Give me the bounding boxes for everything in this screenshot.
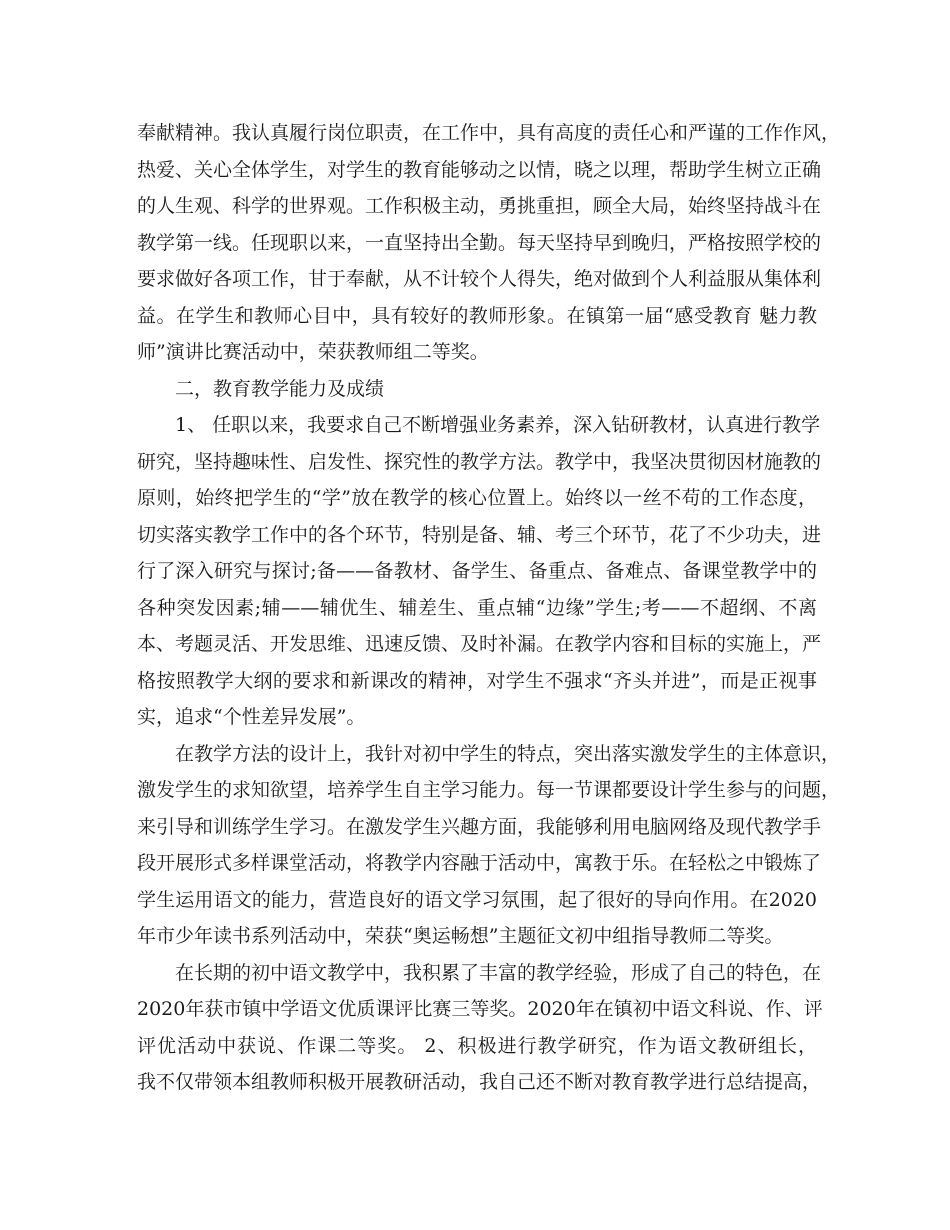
text-line: 激发学生的求知欲望，培养学生自主学习能力。每一节课都要设计学生参与的问题， [137, 779, 841, 801]
text-line: 教学第一线。任现职以来，一直坚持出全勤。每天坚持早到晚归，严格按照学校的 [137, 231, 822, 254]
text-line: 1、 任职以来，我要求自己不断增强业务素养，深入钻研教材，认真进行教学 [175, 414, 821, 436]
body-text [137, 115, 841, 1101]
text-line: 段开展形式多样课堂活动，将教学内容融于活动中，寓教于乐。在轻松之中锻炼了 [137, 852, 822, 874]
text-line: 要求做好各项工作，甘于奉献，从不计较个人得失，绝对做到个人利益服从集体利 [137, 268, 822, 290]
text-line: 格按照教学大纲的要求和新课改的精神，对学生不强求“齐头并进”，而是正视事 [137, 669, 817, 692]
text-line: 实，追求“个性差异发展”。 [137, 706, 366, 728]
text-line: 在长期的初中语文教学中，我积累了丰富的教学经验，形成了自己的特色，在 [175, 961, 822, 984]
text-line: 益。在学生和教师心目中，具有较好的教师形象。在镇第一届“感受教育 魅力教 [137, 304, 817, 327]
text-line: 原则，始终把学生的“学”放在教学的核心位置上。始终以一丝不苟的工作态度， [137, 487, 817, 509]
text-line: 年市少年读书系列活动中，荣获“奥运畅想”主题征文初中组指导教师二等奖。 [137, 925, 784, 947]
text-line: 学生运用语文的能力，营造良好的语文学习氛围，起了很好的导向作用。在2020 [137, 888, 817, 911]
section-heading: 二，教育教学能力及成绩 [175, 377, 385, 400]
text-line: 评优活动中获说、作课二等奖。 2、积极进行教学研究，作为语文教研组长， [137, 1034, 817, 1057]
text-line: 本、考题灵活、开发思维、迅速反馈、及时补漏。在教学内容和目标的实施上，严 [137, 633, 822, 655]
text-line: 各种突发因素;辅——辅优生、辅差生、重点辅“边缘”学生;考——不超纲、不离 [137, 596, 817, 619]
text-line: 来引导和训练学生学习。在激发学生兴趣方面，我能够利用电脑网络及现代教学手 [137, 815, 822, 838]
text-line: 奉献精神。我认真履行岗位职责，在工作中，具有高度的责任心和严谨的工作作风， [137, 122, 841, 144]
text-line: 在教学方法的设计上，我针对初中学生的特点，突出落实激发学生的主体意识， [175, 742, 841, 765]
text-line: 我不仅带领本组教师积极开展教研活动，我自己还不断对教育教学进行总结提高， [137, 1071, 822, 1093]
text-line: 研究，坚持趣味性、启发性、探究性的教学方法。教学中，我坚决贯彻因材施教的 [137, 450, 822, 473]
text-line: 2020年获市镇中学语文优质课评比赛三等奖。2020年在镇初中语文科说、作、评 [137, 998, 823, 1020]
text-line: 行了深入研究与探讨;备——备教材、备学生、备重点、备难点、备课堂教学中的 [137, 560, 817, 582]
text-line: 热爱、关心全体学生，对学生的教育能够动之以情，晓之以理，帮助学生树立正确 [137, 158, 822, 181]
text-line: 的人生观、科学的世界观。工作积极主动，勇挑重担，顾全大局，始终坚持战斗在 [137, 195, 822, 217]
text-line: 切实落实教学工作中的各个环节，特别是备、辅、考三个环节，花了不少功夫，进 [137, 523, 822, 546]
text-line: 师”演讲比赛活动中，荣获教师组二等奖。 [137, 341, 489, 363]
